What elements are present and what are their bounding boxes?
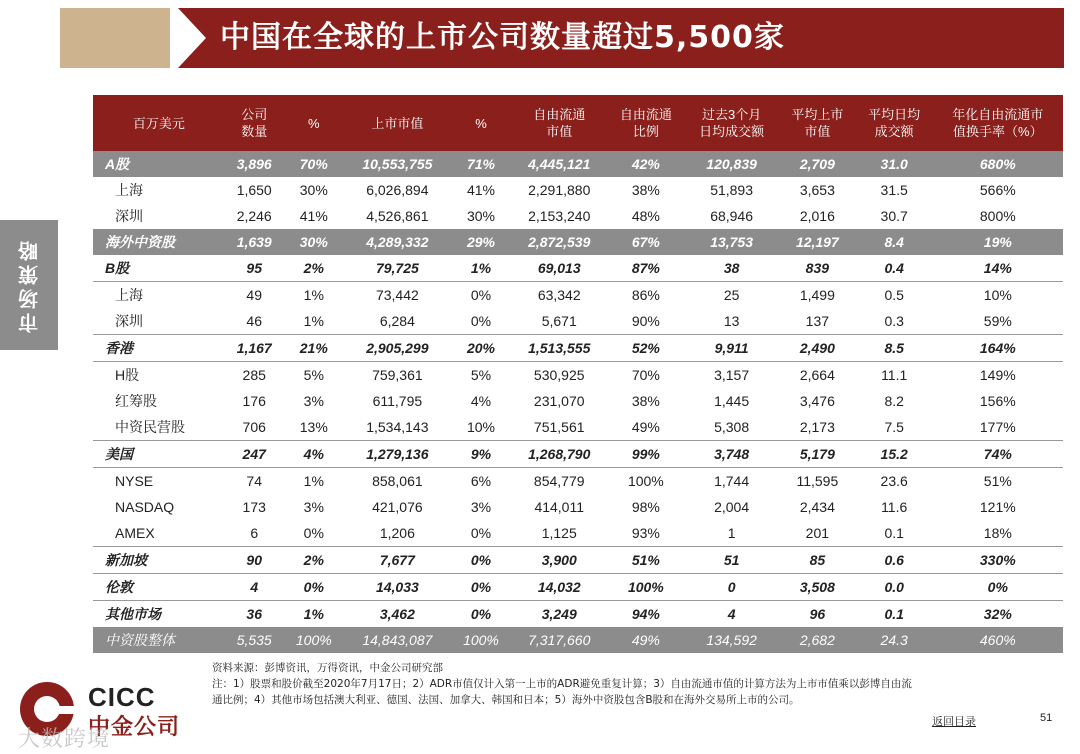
table-cell: 137 — [779, 308, 856, 335]
column-header: 自由流通 市值 — [511, 95, 607, 151]
table-cell: 0% — [470, 287, 492, 303]
table-cell: 96 — [809, 606, 826, 622]
table-cell: 854,779 — [533, 473, 585, 489]
table-cell: 100% — [451, 627, 511, 653]
table-cell: 3,900 — [511, 547, 607, 574]
table-cell: 21% — [284, 335, 344, 362]
listed-companies-table — [93, 95, 1063, 653]
table-cell: 86% — [631, 287, 660, 303]
table-cell: 13% — [284, 414, 344, 441]
table-cell: 3,748 — [684, 441, 779, 468]
table-cell: 68,946 — [710, 208, 754, 224]
table-cell: 460% — [933, 627, 1063, 653]
table-cell: 1,167 — [225, 335, 284, 362]
table-cell: 4 — [225, 574, 284, 601]
table-cell: 49% — [607, 627, 684, 653]
table-cell: 25 — [723, 287, 740, 303]
table-cell: 858,061 — [372, 473, 423, 489]
table-cell: 0.1 — [884, 606, 904, 622]
table-cell: 1,125 — [511, 520, 607, 547]
table-cell: 20% — [451, 335, 511, 362]
row-label: A股 — [93, 151, 225, 177]
table-cell: 12,197 — [779, 229, 856, 255]
table-cell: 1,206 — [344, 520, 451, 547]
table-cell: 14,033 — [344, 574, 451, 601]
table-cell: 0% — [470, 606, 492, 622]
table-cell: 2% — [284, 255, 344, 282]
table-cell: 121% — [979, 499, 1016, 515]
column-header: 年化自由流通市 值换手率（%） — [933, 95, 1063, 151]
table-cell: 414,011 — [534, 499, 585, 515]
table-cell: 3,653 — [799, 182, 835, 198]
table-cell: 5% — [470, 367, 492, 383]
table-cell: 14,032 — [511, 574, 607, 601]
table-row — [93, 362, 1063, 389]
table-row — [93, 627, 1063, 653]
table-cell: 4 — [727, 606, 736, 622]
table-cell: 29% — [451, 229, 511, 255]
column-header: 公司 数量 — [225, 95, 284, 151]
table-cell: 85 — [779, 547, 856, 574]
table-cell: 8.2 — [884, 393, 904, 409]
table-cell: 0.6 — [856, 547, 933, 574]
logo-text-cn: 中金公司 — [88, 715, 181, 740]
table-cell: 5,308 — [684, 414, 779, 441]
table-cell: 7,317,660 — [511, 627, 607, 653]
table-cell: 8.5 — [856, 335, 933, 362]
table-row — [93, 494, 1063, 520]
table-cell: 3,157 — [714, 367, 750, 383]
table-cell: 32% — [983, 606, 1012, 622]
column-header: % — [284, 95, 344, 151]
row-label: 其他市场 — [105, 606, 161, 622]
table-row — [93, 335, 1063, 362]
banner-tan-block — [60, 8, 170, 68]
source-note: 资料来源：彭博资讯，万得资讯，中金公司研究部 — [212, 662, 443, 674]
table-cell: 5,671 — [511, 308, 607, 335]
table-cell: 36 — [246, 606, 262, 622]
table-cell: 9,911 — [684, 335, 779, 362]
table-cell: 31.0 — [856, 151, 933, 177]
column-header: 自由流通 比例 — [607, 95, 684, 151]
table-cell: 2,291,880 — [528, 182, 591, 198]
column-header: 百万美元 — [93, 95, 225, 151]
page-title: 中国在全球的上市公司数量超过5,500家 — [220, 20, 785, 55]
side-tab-label: 市场策略 — [17, 237, 42, 333]
table-cell: 1,268,790 — [511, 441, 607, 468]
table-cell: 10,553,755 — [344, 151, 451, 177]
page-number: 51 — [1040, 712, 1053, 724]
table-cell: 48% — [631, 208, 660, 224]
table-row — [93, 282, 1063, 309]
table-cell: 2,664 — [799, 367, 835, 383]
table-cell: 0% — [451, 574, 511, 601]
table-cell: 13 — [684, 308, 779, 335]
row-label: 美国 — [93, 441, 225, 468]
table-row — [93, 255, 1063, 282]
table-cell: 13,753 — [684, 229, 779, 255]
table-cell: 4,289,332 — [344, 229, 451, 255]
table-cell: 30% — [466, 208, 495, 224]
table-cell: 0.3 — [856, 308, 933, 335]
table-cell: 70% — [284, 151, 344, 177]
table-cell: 530,925 — [533, 367, 585, 383]
row-label: 深圳 — [115, 208, 143, 224]
table-cell: 2,246 — [236, 208, 272, 224]
table-cell: 2,173 — [779, 414, 856, 441]
table-cell: 2,153,240 — [528, 208, 591, 224]
table-cell: 0% — [451, 520, 511, 547]
table-cell: 42% — [607, 151, 684, 177]
table-cell: 2% — [284, 547, 344, 574]
table-cell: 1,534,143 — [344, 414, 451, 441]
table-cell: 4% — [284, 441, 344, 468]
table-cell: 30.7 — [880, 208, 908, 224]
table-cell: 164% — [933, 335, 1063, 362]
table-cell: 421,076 — [372, 499, 423, 515]
table-cell: 2,490 — [779, 335, 856, 362]
row-label: 上海 — [115, 182, 143, 198]
table-cell: 51 — [684, 547, 779, 574]
table-cell: 69,013 — [511, 255, 607, 282]
table-cell: 100% — [284, 627, 344, 653]
section-side-tab[interactable] — [0, 220, 58, 350]
row-label: 伦敦 — [93, 574, 225, 601]
table-cell: 51,893 — [710, 182, 754, 198]
table-cell: 611,795 — [372, 393, 423, 409]
table-cell: 59% — [933, 308, 1063, 335]
table-cell: 2,872,539 — [511, 229, 607, 255]
column-header: 上市市值 — [344, 95, 451, 151]
table-cell: 566% — [979, 182, 1016, 198]
table-cell: 46 — [225, 308, 284, 335]
table-cell: 3,462 — [379, 606, 415, 622]
table-cell: 3,508 — [779, 574, 856, 601]
table-cell: 5,179 — [779, 441, 856, 468]
table-cell: 3,476 — [799, 393, 835, 409]
column-header: 平均日均 成交额 — [856, 95, 933, 151]
table-cell: 100% — [607, 574, 684, 601]
notes-text: 注：1）股票和股价截至2020年7月17日；2）ADR市值仅计入第一上市的ADR避免重复计算；3）自由流通市值的计算方法为上市市值乘以彭博自由流通比例；4）其他市场包括澳大利亚、德国、法国、加拿大、韩国和日本；5）海外中资股包含B股和在海外交易所上市的公司。 — [212, 678, 912, 706]
table-cell: 51% — [983, 473, 1012, 489]
row-label: 上海 — [115, 287, 143, 303]
table-cell: 4,445,121 — [511, 151, 607, 177]
table-cell: 41% — [299, 208, 328, 224]
table-cell: 6 — [225, 520, 284, 547]
footnotes — [212, 660, 912, 708]
table-cell: 30% — [284, 229, 344, 255]
table-cell: 706 — [225, 414, 284, 441]
table-cell: 15.2 — [856, 441, 933, 468]
table-cell: 67% — [607, 229, 684, 255]
table-body — [93, 151, 1063, 653]
logo-text-en: CICC — [88, 682, 156, 712]
table-cell: 0.1 — [856, 520, 933, 547]
table-cell: 14% — [933, 255, 1063, 282]
table-cell: 1,513,555 — [511, 335, 607, 362]
table-cell: 0.4 — [856, 255, 933, 282]
row-label: 中资股整体 — [93, 627, 225, 653]
table-cell: 49 — [246, 287, 262, 303]
table-cell: 10% — [983, 287, 1012, 303]
table-cell: 3,896 — [225, 151, 284, 177]
row-label: B股 — [93, 255, 225, 282]
table-cell: 156% — [979, 393, 1016, 409]
table-cell: 98% — [631, 499, 660, 515]
table-cell: 231,070 — [533, 393, 585, 409]
table-cell: 1% — [303, 473, 324, 489]
table-cell: 0 — [684, 574, 779, 601]
table-cell: 11.1 — [881, 367, 908, 383]
table-cell: 201 — [779, 520, 856, 547]
table-cell: 680% — [933, 151, 1063, 177]
table-cell: 3% — [303, 393, 324, 409]
table-cell: 19% — [933, 229, 1063, 255]
table-cell: 3% — [303, 499, 324, 515]
table-cell: 0% — [451, 308, 511, 335]
row-label: NASDAQ — [115, 499, 175, 515]
table-cell: 24.3 — [856, 627, 933, 653]
table-cell: 8.4 — [856, 229, 933, 255]
table-header-row — [93, 95, 1063, 151]
table-cell: 38% — [631, 393, 660, 409]
table-cell: 71% — [451, 151, 511, 177]
table-row — [93, 308, 1063, 335]
table-cell: 90 — [225, 547, 284, 574]
table-cell: 176 — [242, 393, 266, 409]
column-header: % — [451, 95, 511, 151]
table-cell: 5,535 — [225, 627, 284, 653]
table-cell: 2,004 — [714, 499, 750, 515]
table-cell: 0% — [933, 574, 1063, 601]
table-cell: 11.6 — [881, 499, 908, 515]
table-cell: 1% — [284, 308, 344, 335]
table-cell: 11,595 — [796, 473, 839, 489]
table-cell: 800% — [979, 208, 1016, 224]
table-cell: 0.5 — [884, 287, 904, 303]
table-cell: 2,434 — [799, 499, 835, 515]
table-cell: 10% — [451, 414, 511, 441]
table-cell: 330% — [933, 547, 1063, 574]
table-cell: 1,639 — [225, 229, 284, 255]
table-row — [93, 229, 1063, 255]
row-label: 深圳 — [93, 308, 225, 335]
table-cell: 285 — [242, 367, 266, 383]
column-header: 过去3个月 日均成交额 — [684, 95, 779, 151]
table-cell: 38% — [631, 182, 660, 198]
table-row — [93, 468, 1063, 495]
table-cell: 74 — [246, 473, 262, 489]
table-cell: 99% — [607, 441, 684, 468]
table-row — [93, 601, 1063, 628]
table-row — [93, 203, 1063, 229]
table-cell: 5% — [303, 367, 324, 383]
table-cell: 6,026,894 — [366, 182, 429, 198]
table-row — [93, 574, 1063, 601]
table-cell: 49% — [607, 414, 684, 441]
column-header: 平均上市 市值 — [779, 95, 856, 151]
table-cell: 7.5 — [856, 414, 933, 441]
table-cell: 0% — [451, 547, 511, 574]
row-label: 红筹股 — [115, 393, 157, 409]
table-row — [93, 414, 1063, 441]
table-cell: 177% — [933, 414, 1063, 441]
table-cell: 90% — [607, 308, 684, 335]
table-row — [93, 547, 1063, 574]
table-cell: 23.6 — [880, 473, 908, 489]
table-cell: 1,445 — [714, 393, 750, 409]
table-cell: 52% — [607, 335, 684, 362]
table-cell: 1% — [451, 255, 511, 282]
table-cell: 95 — [225, 255, 284, 282]
table-cell: 73,442 — [375, 287, 419, 303]
table-cell: 14,843,087 — [344, 627, 451, 653]
table-cell: 1,279,136 — [344, 441, 451, 468]
table-cell: 0% — [284, 574, 344, 601]
table-cell: 94% — [631, 606, 660, 622]
table-cell: 41% — [466, 182, 495, 198]
table-cell: 1 — [684, 520, 779, 547]
table-cell: 100% — [627, 473, 664, 489]
table-cell: 120,839 — [684, 151, 779, 177]
table-cell: 2,905,299 — [344, 335, 451, 362]
table-cell: 751,561 — [511, 414, 607, 441]
table-row — [93, 177, 1063, 203]
table-cell: 93% — [607, 520, 684, 547]
row-label: 香港 — [93, 335, 225, 362]
row-label: NYSE — [115, 473, 154, 489]
row-label: AMEX — [93, 520, 225, 547]
table-cell: 18% — [933, 520, 1063, 547]
table-cell: 4,526,861 — [366, 208, 429, 224]
table-cell: 30% — [299, 182, 328, 198]
table-cell: 3% — [470, 499, 492, 515]
table-cell: 134,592 — [684, 627, 779, 653]
table-cell: 1,650 — [236, 182, 272, 198]
row-label: 中资民营股 — [93, 414, 225, 441]
table-cell: 2,682 — [779, 627, 856, 653]
watermark: 大数跨境 — [18, 727, 111, 752]
table-cell: 79,725 — [344, 255, 451, 282]
row-label: H股 — [115, 367, 140, 383]
table-cell: 2,709 — [779, 151, 856, 177]
table-row — [93, 151, 1063, 177]
table-cell: 247 — [225, 441, 284, 468]
table-cell: 4% — [470, 393, 492, 409]
table-cell: 6% — [470, 473, 492, 489]
table-cell: 87% — [607, 255, 684, 282]
table-cell: 2,016 — [799, 208, 835, 224]
table-cell: 173 — [242, 499, 266, 515]
title-banner — [60, 8, 1064, 68]
row-label: 新加坡 — [93, 547, 225, 574]
table-cell: 3,249 — [541, 606, 577, 622]
table-cell: 31.5 — [880, 182, 908, 198]
table-cell: 1,744 — [714, 473, 750, 489]
table-cell: 51% — [607, 547, 684, 574]
table-cell: 1% — [303, 606, 324, 622]
table-cell: 0.0 — [856, 574, 933, 601]
table-cell: 74% — [933, 441, 1063, 468]
table-row — [93, 441, 1063, 468]
table-cell: 759,361 — [372, 367, 423, 383]
table-cell: 1% — [303, 287, 324, 303]
row-label: 海外中资股 — [93, 229, 225, 255]
table-cell: 7,677 — [344, 547, 451, 574]
table-cell: 70% — [631, 367, 660, 383]
table-cell: 1,499 — [799, 287, 835, 303]
table-row — [93, 388, 1063, 414]
table-cell: 9% — [451, 441, 511, 468]
table-cell: 63,342 — [537, 287, 581, 303]
back-to-contents-link[interactable]: 返回目录 — [932, 715, 976, 728]
table-cell: 6,284 — [344, 308, 451, 335]
table-cell: 149% — [979, 367, 1016, 383]
table-row — [93, 520, 1063, 547]
table-cell: 38 — [684, 255, 779, 282]
table-cell: 0% — [284, 520, 344, 547]
table-cell: 839 — [779, 255, 856, 282]
